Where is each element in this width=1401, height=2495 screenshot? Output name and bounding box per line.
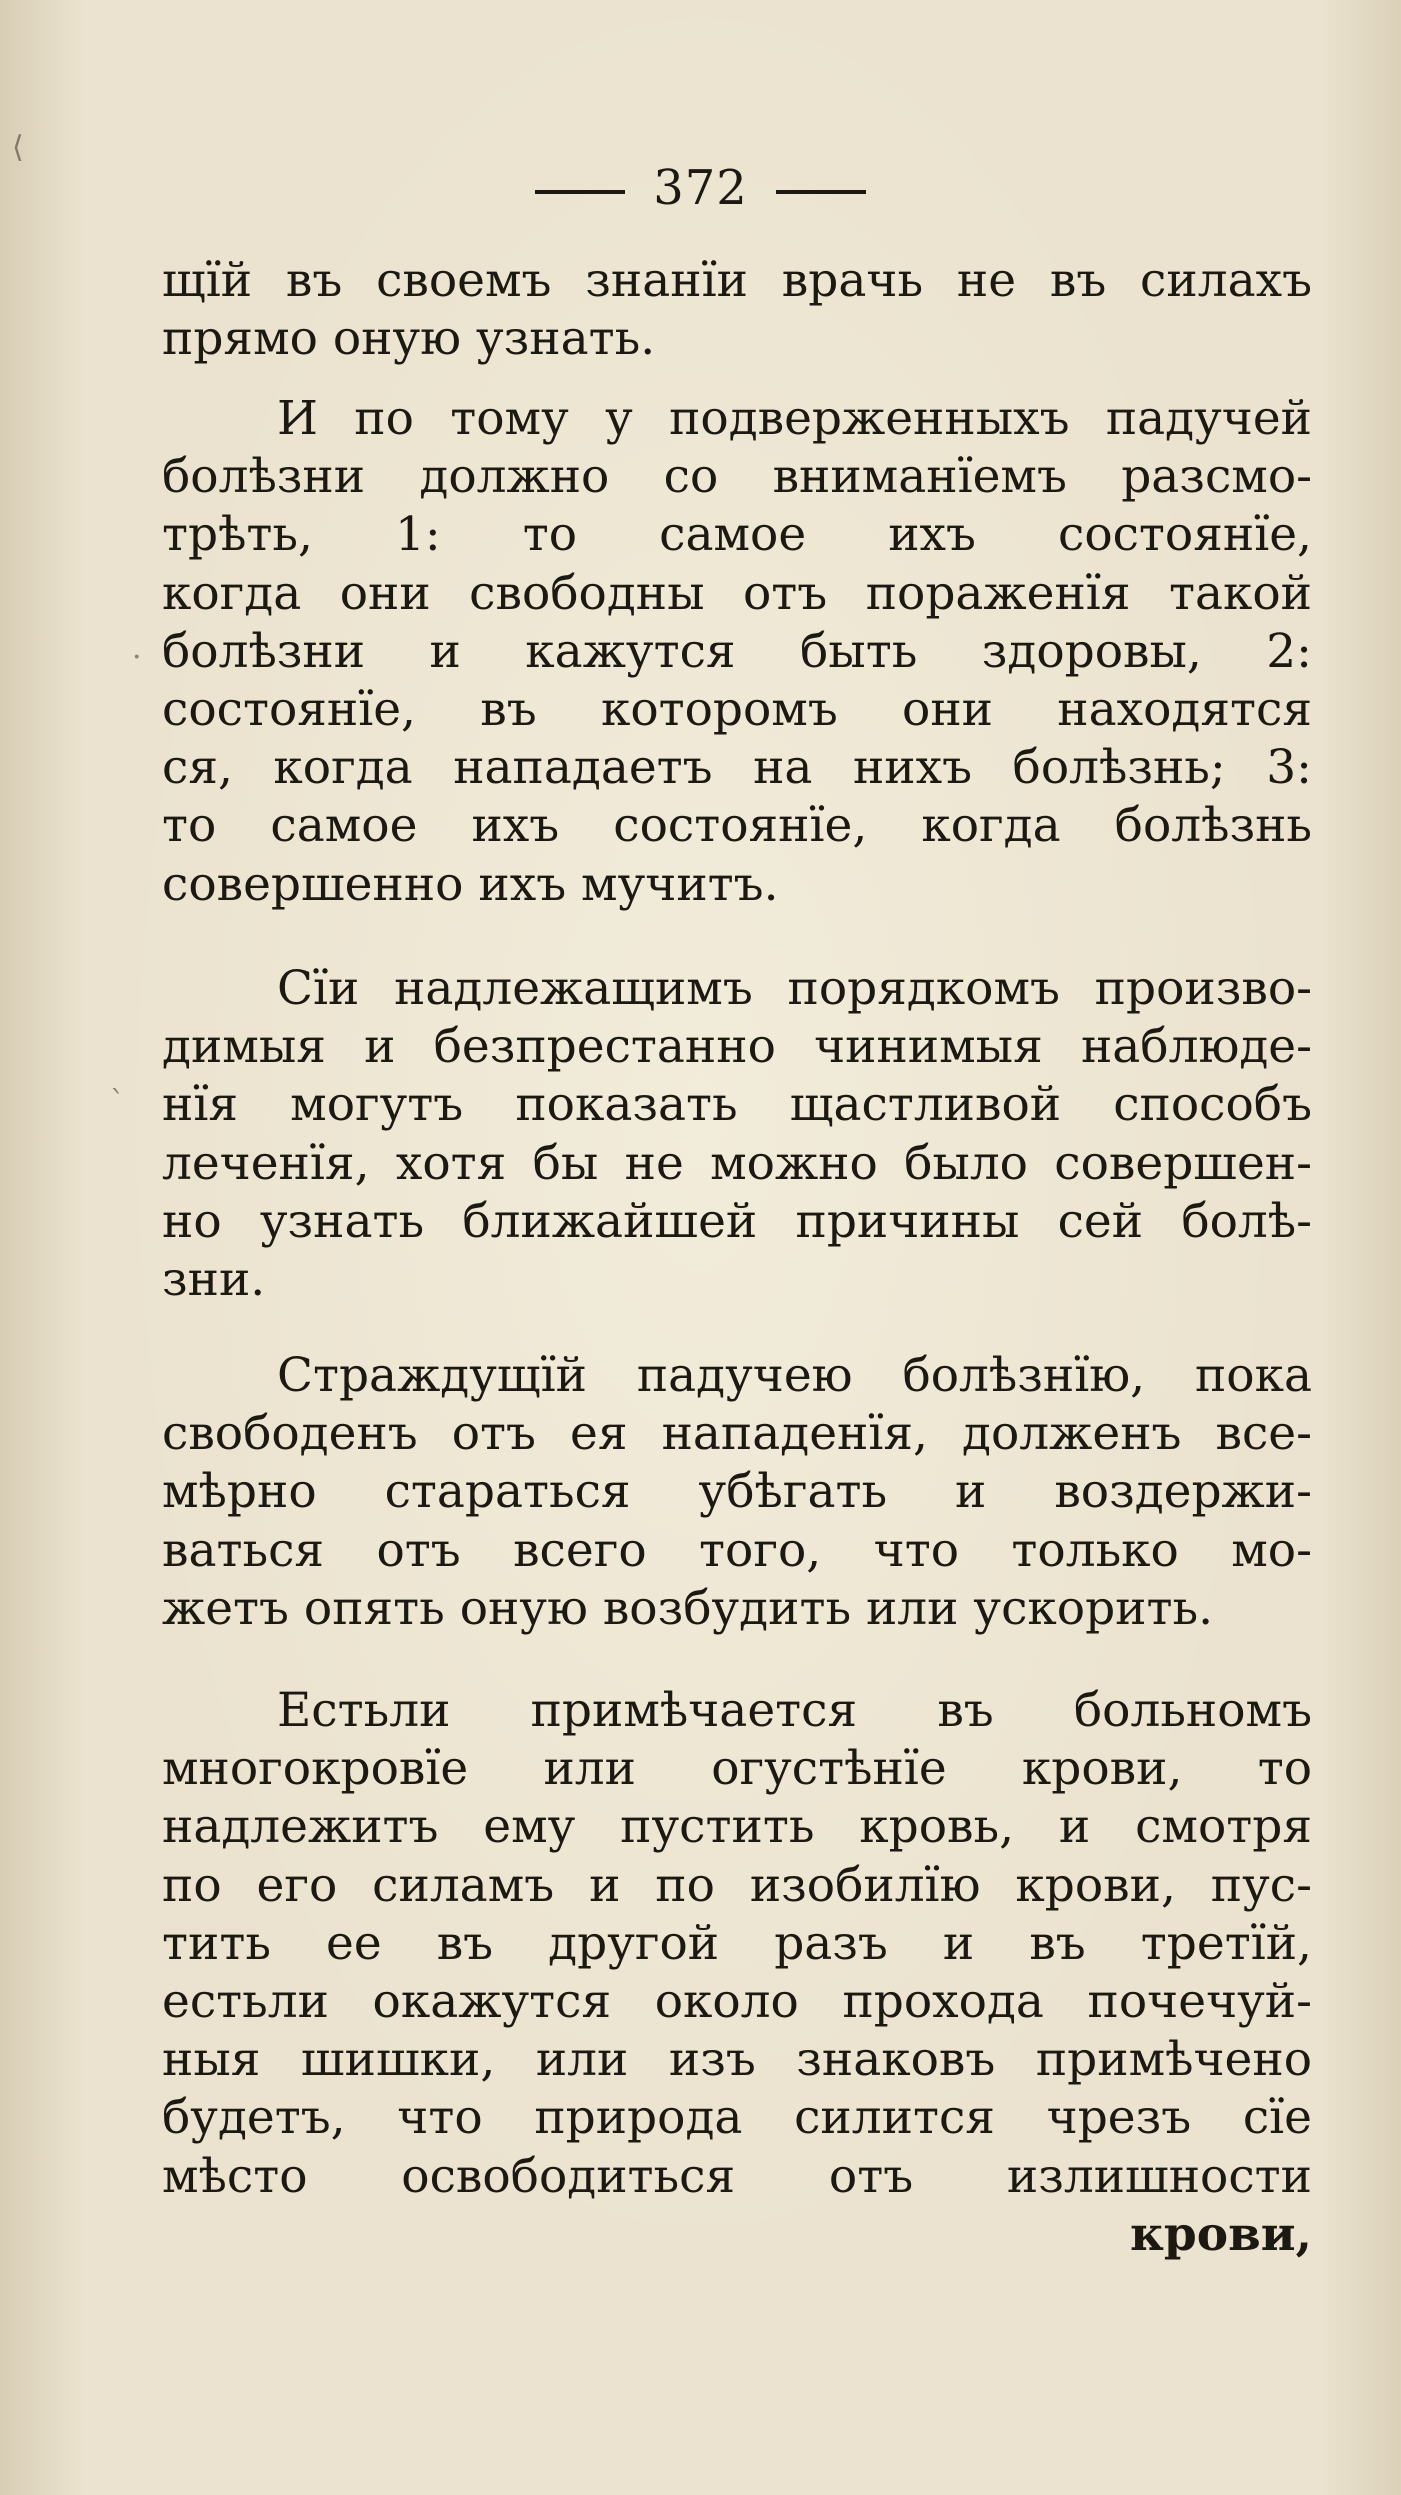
text-line: щїй въ своемъ знанїи врачь не въ силахъ bbox=[162, 253, 1312, 308]
text-line: состоянїе, въ которомъ они находятся bbox=[162, 682, 1312, 738]
text-line: Страждущїй падучею болѣзнїю, пока bbox=[277, 1348, 1312, 1403]
text-line: естьли окажутся около прохода почечуй- bbox=[162, 1974, 1312, 2030]
text-line: когда они свободны отъ пораженїя такой bbox=[162, 565, 1312, 621]
paragraph-2 bbox=[162, 390, 1312, 914]
page-header bbox=[0, 158, 1401, 218]
text-line-wrap bbox=[162, 1347, 1312, 1405]
text-line: трѣть, 1: то самое ихъ состоянїе, bbox=[162, 507, 1312, 563]
catchword: крови, bbox=[1129, 2206, 1312, 2262]
text-line: но узнать ближайшей причины сей болѣ- bbox=[162, 1193, 1312, 1249]
page-number: 372 bbox=[653, 160, 748, 216]
text-line: тить ее въ другой разъ и въ третїй, bbox=[162, 1915, 1312, 1971]
text-line: Естьли примѣчается въ больномъ bbox=[277, 1683, 1312, 1738]
text-line: болѣзни и кажутся быть здоровы, 2: bbox=[162, 623, 1312, 679]
text-line: то самое ихъ состоянїе, когда болѣзнь bbox=[162, 798, 1312, 854]
text-line: будетъ, что природа силится чрезъ сїе bbox=[162, 2090, 1312, 2146]
text-line: димыя и безпрестанно чинимыя наблюде- bbox=[162, 1019, 1312, 1075]
text-line: ваться отъ всего того, что только мо- bbox=[162, 1522, 1312, 1578]
text-line: мѣсто освободиться отъ излишности bbox=[162, 2148, 1312, 2204]
text-line: совершенно ихъ мучитъ. bbox=[162, 856, 779, 912]
text-line: Сїи надлежащимъ порядкомъ произво- bbox=[277, 961, 1312, 1016]
margin-mark: · bbox=[132, 640, 142, 675]
text-line: ныя шишки, или изъ знаковъ примѣчено bbox=[162, 2032, 1312, 2088]
text-line-wrap bbox=[162, 960, 1312, 1018]
text-line: болѣзни должно со вниманїемъ разсмо- bbox=[162, 449, 1312, 505]
text-line-wrap bbox=[162, 1682, 1312, 1740]
text-line: прямо оную узнать. bbox=[162, 311, 656, 367]
paragraph-4 bbox=[162, 1347, 1312, 1638]
text-line: зни. bbox=[162, 1252, 266, 1308]
text-line: мѣрно стараться убѣгать и воздержи- bbox=[162, 1464, 1312, 1520]
paragraph-5 bbox=[162, 1682, 1312, 2264]
text-line: И по тому у подверженныхъ падучей bbox=[277, 391, 1312, 446]
margin-mark: ˋ bbox=[110, 1085, 125, 1120]
text-line: жетъ опять оную возбудить или ускорить. bbox=[162, 1580, 1214, 1636]
header-dash-left bbox=[535, 190, 625, 194]
text-line: многокровїе или огустѣнїе крови, то bbox=[162, 1741, 1312, 1797]
text-line: по его силамъ и по изобилїю крови, пус- bbox=[162, 1857, 1312, 1913]
text-line: свободенъ отъ ея нападенїя, долженъ все- bbox=[162, 1406, 1312, 1462]
header-dash-right bbox=[776, 190, 866, 194]
text-line: ся, когда нападаетъ на нихъ болѣзнь; 3: bbox=[162, 740, 1312, 796]
margin-mark: ⟨ bbox=[12, 130, 24, 165]
text-line-wrap bbox=[162, 390, 1312, 448]
text-line: надлежитъ ему пустить кровь, и смотря bbox=[162, 1799, 1312, 1855]
text-line: леченїя, хотя бы не можно было совершен- bbox=[162, 1135, 1312, 1191]
paragraph-1 bbox=[162, 252, 1312, 368]
paragraph-3 bbox=[162, 960, 1312, 1309]
text-line: нїя могутъ показать щастливой способъ bbox=[162, 1077, 1312, 1133]
